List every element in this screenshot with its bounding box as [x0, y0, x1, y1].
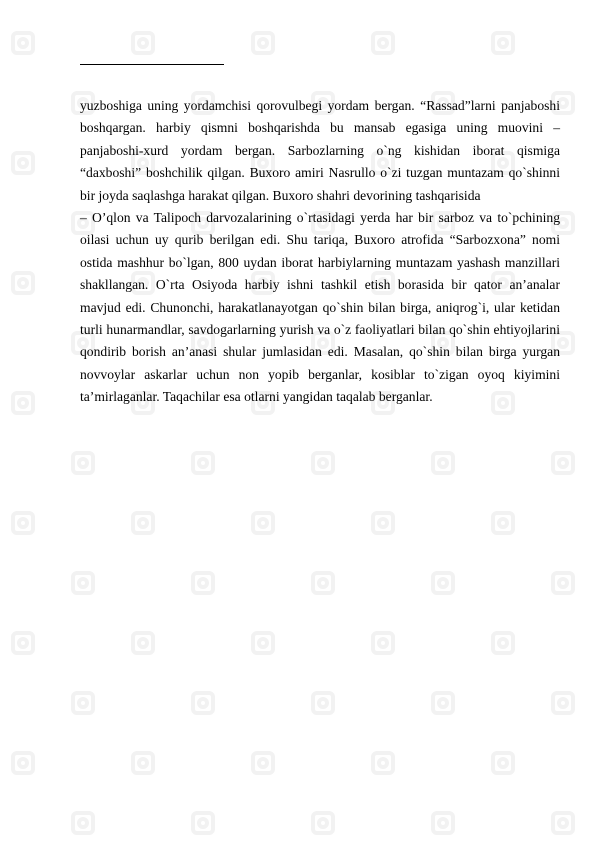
- document-watermark-icon: [10, 510, 36, 536]
- document-watermark-icon: [370, 510, 396, 536]
- document-watermark-icon: [310, 570, 336, 596]
- document-watermark-icon: [550, 570, 576, 596]
- document-watermark-icon: [130, 630, 156, 656]
- document-watermark-icon: [250, 30, 276, 56]
- document-watermark-icon: [490, 630, 516, 656]
- document-watermark-icon: [550, 810, 576, 836]
- document-watermark-icon: [550, 690, 576, 716]
- document-watermark-icon: [190, 690, 216, 716]
- document-watermark-icon: [310, 450, 336, 476]
- document-watermark-icon: [10, 750, 36, 776]
- document-watermark-icon: [310, 810, 336, 836]
- document-watermark-icon: [550, 450, 576, 476]
- document-body: [80, 95, 560, 409]
- document-watermark-icon: [70, 810, 96, 836]
- header-rule: [80, 64, 224, 65]
- document-watermark-icon: [10, 150, 36, 176]
- document-watermark-icon: [190, 810, 216, 836]
- document-watermark-icon: [250, 750, 276, 776]
- document-watermark-icon: [430, 570, 456, 596]
- document-watermark-icon: [130, 750, 156, 776]
- document-watermark-icon: [370, 630, 396, 656]
- document-watermark-icon: [10, 270, 36, 296]
- document-watermark-icon: [10, 30, 36, 56]
- document-watermark-icon: [70, 690, 96, 716]
- document-watermark-icon: [310, 690, 336, 716]
- document-watermark-icon: [70, 570, 96, 596]
- document-watermark-icon: [430, 450, 456, 476]
- document-watermark-icon: [130, 510, 156, 536]
- document-watermark-icon: [490, 510, 516, 536]
- document-watermark-icon: [70, 450, 96, 476]
- document-watermark-icon: [190, 570, 216, 596]
- document-watermark-icon: [370, 750, 396, 776]
- document-watermark-icon: [490, 750, 516, 776]
- document-watermark-icon: [430, 810, 456, 836]
- document-watermark-icon: [370, 30, 396, 56]
- document-watermark-icon: [10, 390, 36, 416]
- document-watermark-icon: [130, 30, 156, 56]
- document-watermark-icon: [490, 30, 516, 56]
- document-watermark-icon: [190, 450, 216, 476]
- paragraph-2: – O’qlon va Talipoch darvozalarining o`rtasidagi yerda har bir sarboz va to`pchining oilasi uchun uy qurib berilgan edi. Shu tariqa, Buxoro atrofida “Sarbozxona” nomi ostida mashhur bo`lgan, 800 uydan iborat harbiylarning muntazam yashash manzillari shakllangan. O`rta Osiyoda harbiy ishni tashkil etish borasida bir qator an’analar mavjud edi. Chunonchi, harakatlanayotgan qo`shin bilan birga, aniqrog`i, ular ketidan turli hunarmandlar, savdogarlarning yurish va o`z faoliyatlari bilan qo`shin ehtiyojlarini qondirib borish an’anasi shular jumlasidan edi. Masalan, qo`shin bilan birga yurgan novvoylar askarlar uchun non yopib berganlar, kosiblar to`zigan oyoq kiyimini ta’mirlaganlar. Taqachilar esa otlarni yangidan taqalab berganlar.: [80, 210, 560, 405]
- paragraph-1: yuzboshiga uning yordamchisi qorovulbegi yordam bergan. “Rassad”larni panjaboshi boshqargan. harbiy qismni boshqarishda bu mansab egasiga uning muovini – panjaboshi-xurd yordam bergan. Sarbozlarning o`ng kishidan iborat qismiga “daxboshi” boshchilik qilgan. Buxoro amiri Nasrullo o`zi tuzgan muntazam qo`shinni bir joyda saqlashga harakat qilgan. Buxoro shahri devorining tashqarisida: [80, 98, 560, 203]
- document-watermark-icon: [10, 630, 36, 656]
- document-watermark-icon: [250, 630, 276, 656]
- document-watermark-icon: [250, 510, 276, 536]
- document-watermark-icon: [430, 690, 456, 716]
